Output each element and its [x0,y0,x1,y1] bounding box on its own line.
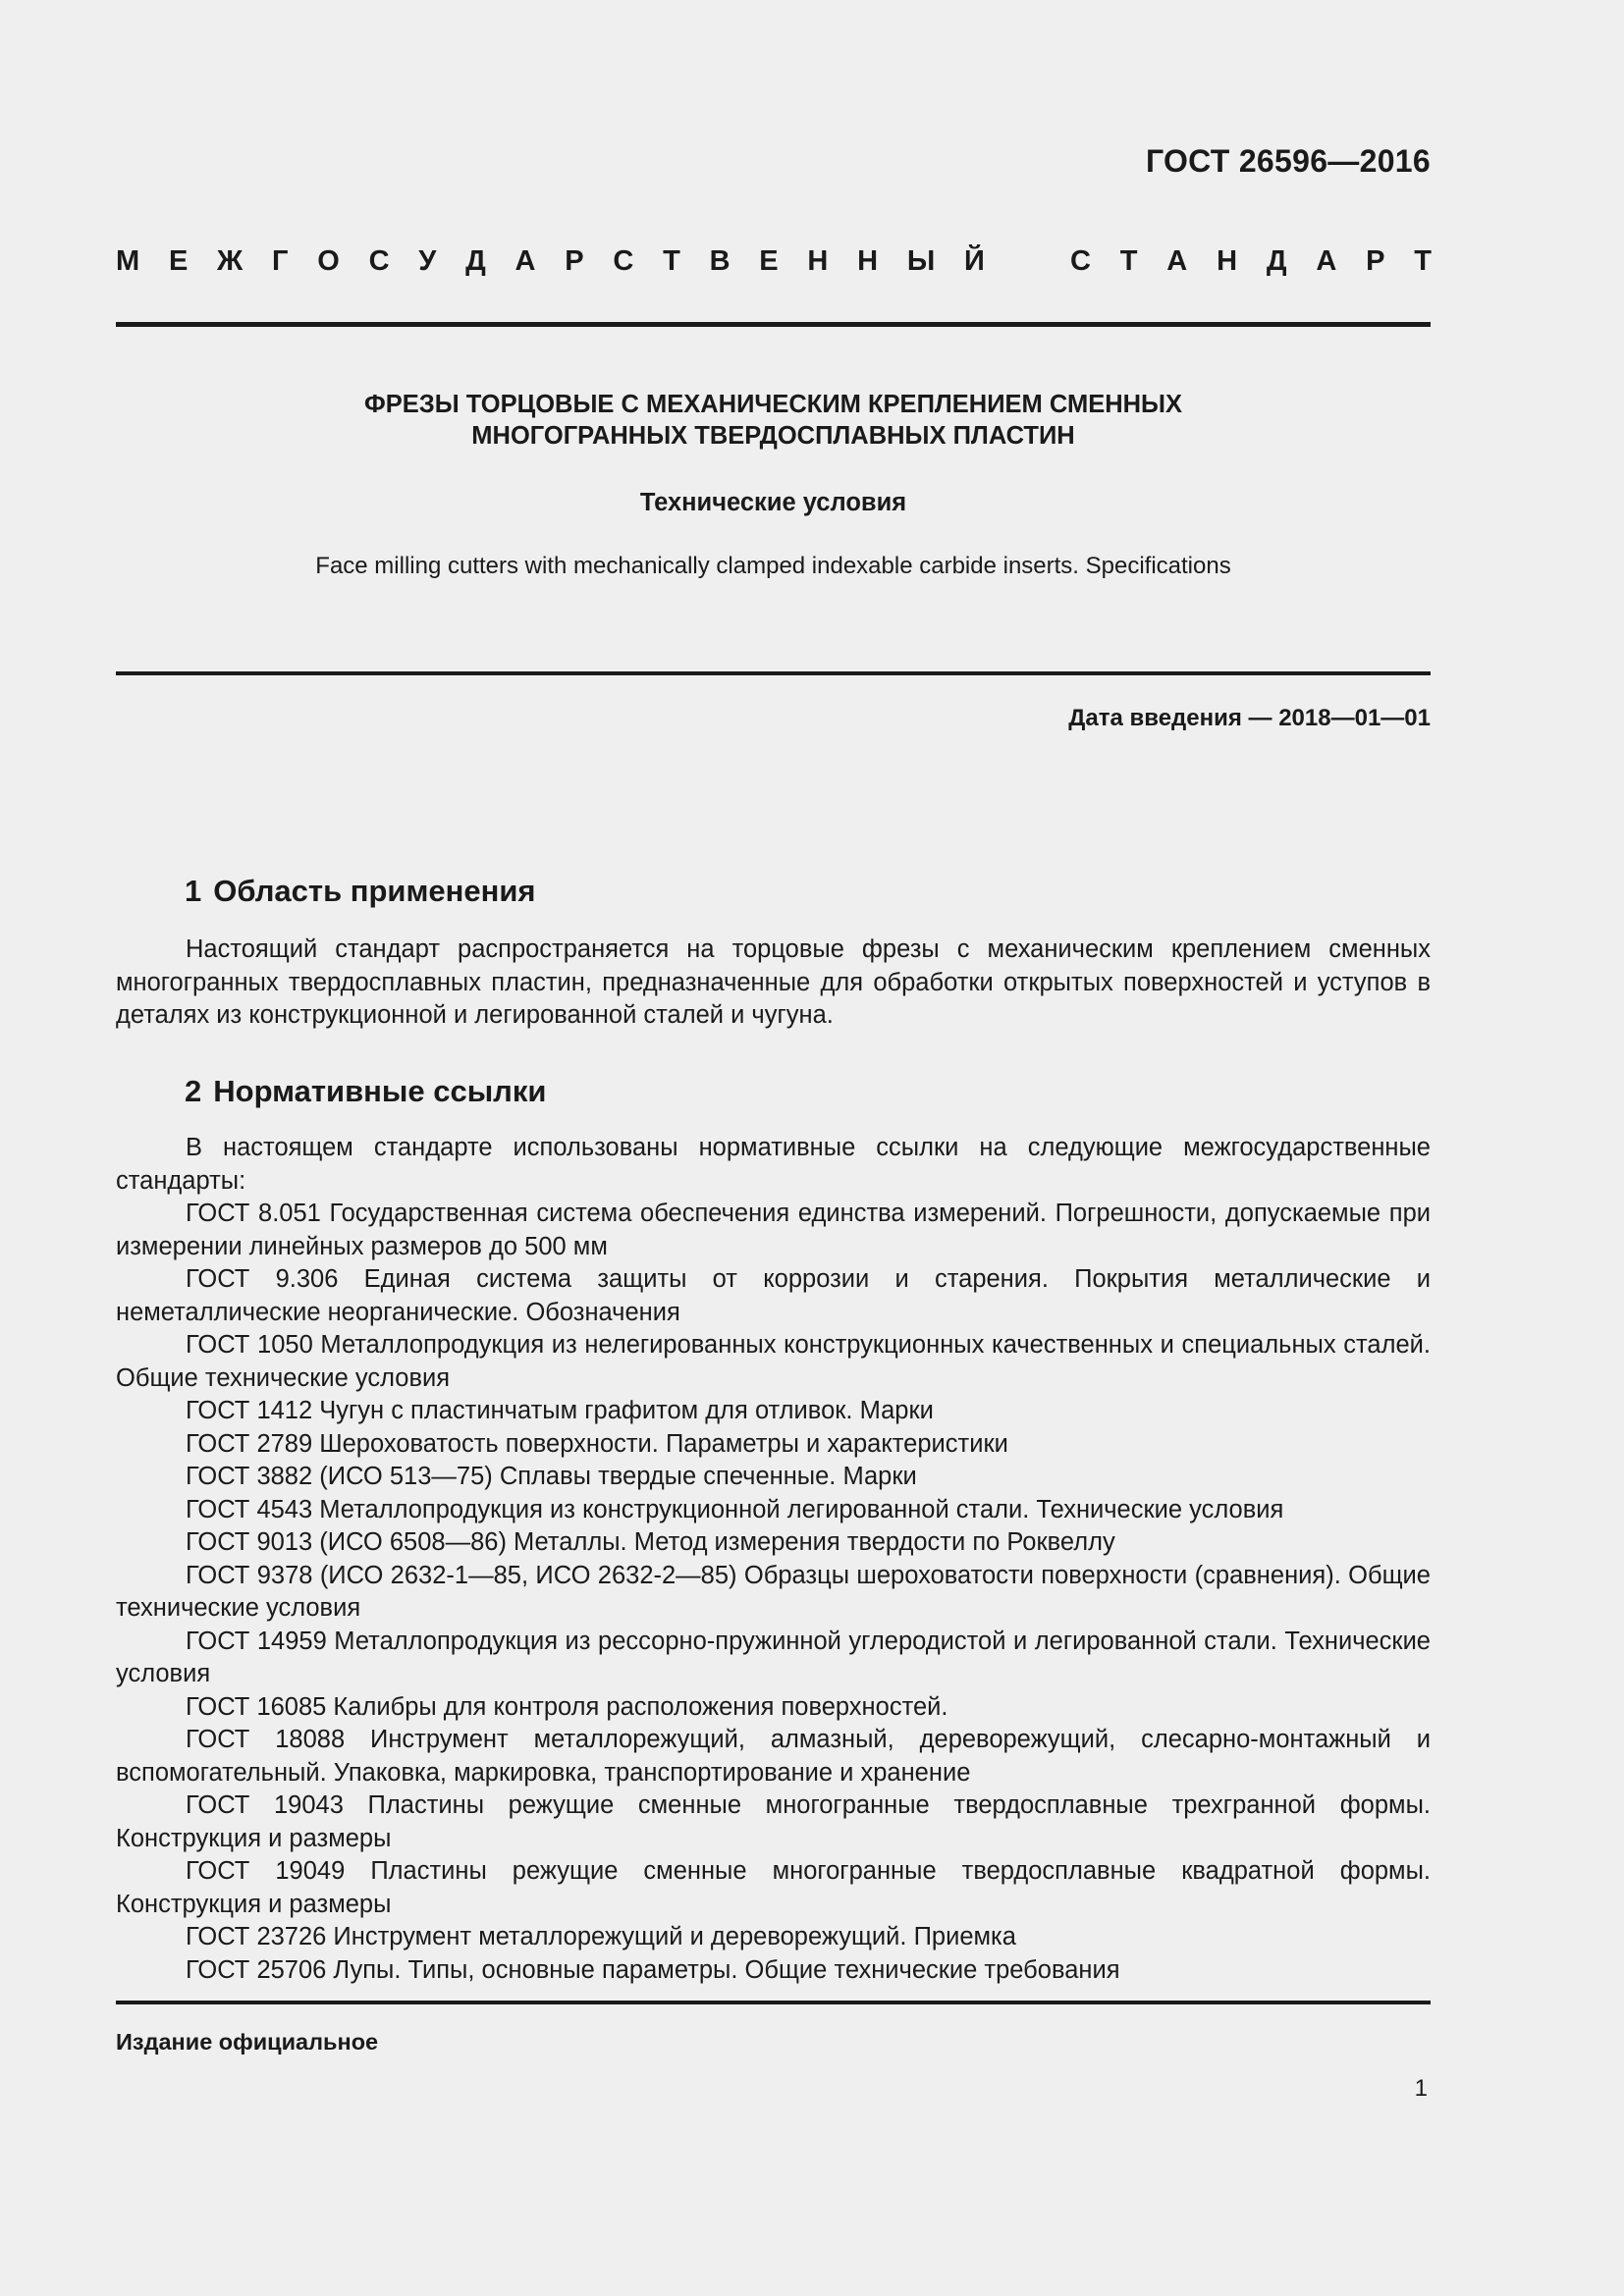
official-edition-note: Издание официальное [116,2029,379,2055]
title-line-1: ФРЕЗЫ ТОРЦОВЫЕ С МЕХАНИЧЕСКИМ КРЕПЛЕНИЕМ СМЕННЫХ [363,391,1183,418]
section-title: Область применения [213,874,536,908]
reference-item: ГОСТ 9.306 Единая система защиты от коррозии и старения. Покрытия металлические и неметаллические неорганические. Обозначения [116,1265,1431,1326]
section-title: Нормативные ссылки [213,1074,547,1108]
interstate-word: М Е Ж Г О С У Д А Р С Т В Е Н Н Ы Й [116,245,985,277]
standard-word: С Т А Н Д А Р Т [1070,245,1432,277]
reference-item: ГОСТ 9013 (ИСО 6508—86) Металлы. Метод измерения твердости по Роквеллу [186,1528,1115,1556]
reference-item: ГОСТ 14959 Металлопродукция из рессорно-пружинной углеродистой и легированной стали. Технические условия [116,1627,1431,1687]
reference-item: ГОСТ 1050 Металлопродукция из нелегированных конструкционных качественных и специальных сталей. Общие технические условия [116,1331,1431,1392]
reference-item: ГОСТ 3882 (ИСО 513—75) Сплавы твердые спеченные. Марки [186,1463,917,1490]
reference-item: ГОСТ 16085 Калибры для контроля расположения поверхностей. [186,1692,948,1721]
section-1-body [116,934,1431,1033]
paragraph: Настоящий стандарт распространяется на торцовые фрезы с механическим креплением сменных многогранных твердосплавных пластин, предназначенные для обработки открытых поверхностей и уступов в деталях из конструкционной и легированной сталей и чугуна. [116,935,1431,1029]
reference-item: ГОСТ 8.051 Государственная система обеспечения единства измерений. Погрешности, допускаемые при измерении линейных размеров до 500 мм [116,1200,1431,1260]
reference-item: ГОСТ 23726 Инструмент металлорежущий и дереворежущий. Приемка [186,1923,1016,1950]
section-1-heading [185,874,536,909]
section-number: 1 [185,874,202,908]
english-title: Face milling cutters with mechanically clamped indexable carbide inserts. Specifications [315,553,1231,579]
document-subtitle: Технические условия [639,489,907,516]
section-2-heading [185,1074,546,1109]
introduction-date: Дата введения — 2018—01—01 [1068,705,1431,731]
title-line-2: МНОГОГРАННЫХ ТВЕРДОСПЛАВНЫХ ПЛАСТИН [471,422,1075,450]
section-number: 2 [185,1074,202,1108]
reference-item: ГОСТ 25706 Лупы. Типы, основные параметры. Общие технические требования [186,1955,1120,1984]
paragraph: В настоящем стандарте использованы нормативные ссылки на следующие межгосударственные стандарты: [116,1134,1431,1195]
interstate-standard-heading [116,245,1432,278]
middle-divider [116,671,1431,675]
document-title [116,389,1431,452]
reference-item: ГОСТ 18088 Инструмент металлорежущий, алмазный, дереворежущий, слесарно-монтажный и вспомогательный. Упаковка, маркировка, транспортирование и хранение [116,1726,1431,1787]
page-number: 1 [1414,2075,1428,2102]
top-divider [116,322,1431,327]
reference-item: ГОСТ 2789 Шероховатость поверхности. Параметры и характеристики [186,1429,1008,1458]
document-number: ГОСТ 26596—2016 [1145,143,1431,179]
reference-item: ГОСТ 9378 (ИСО 2632-1—85, ИСО 2632-2—85) Образцы шероховатости поверхности (сравнения). Общие технические условия [116,1561,1431,1622]
reference-item: ГОСТ 1412 Чугун с пластинчатым графитом для отливок. Марки [186,1397,934,1424]
reference-item: ГОСТ 19043 Пластины режущие сменные многогранные твердосплавные трехгранной формы. Конструкция и размеры [116,1791,1431,1852]
section-2-body [116,1132,1431,1987]
reference-item: ГОСТ 4543 Металлопродукция из конструкционной легированной стали. Технические условия [186,1495,1284,1523]
reference-item: ГОСТ 19049 Пластины режущие сменные многогранные твердосплавные квадратной формы. Конструкция и размеры [116,1857,1431,1918]
bottom-divider [116,2001,1431,2004]
